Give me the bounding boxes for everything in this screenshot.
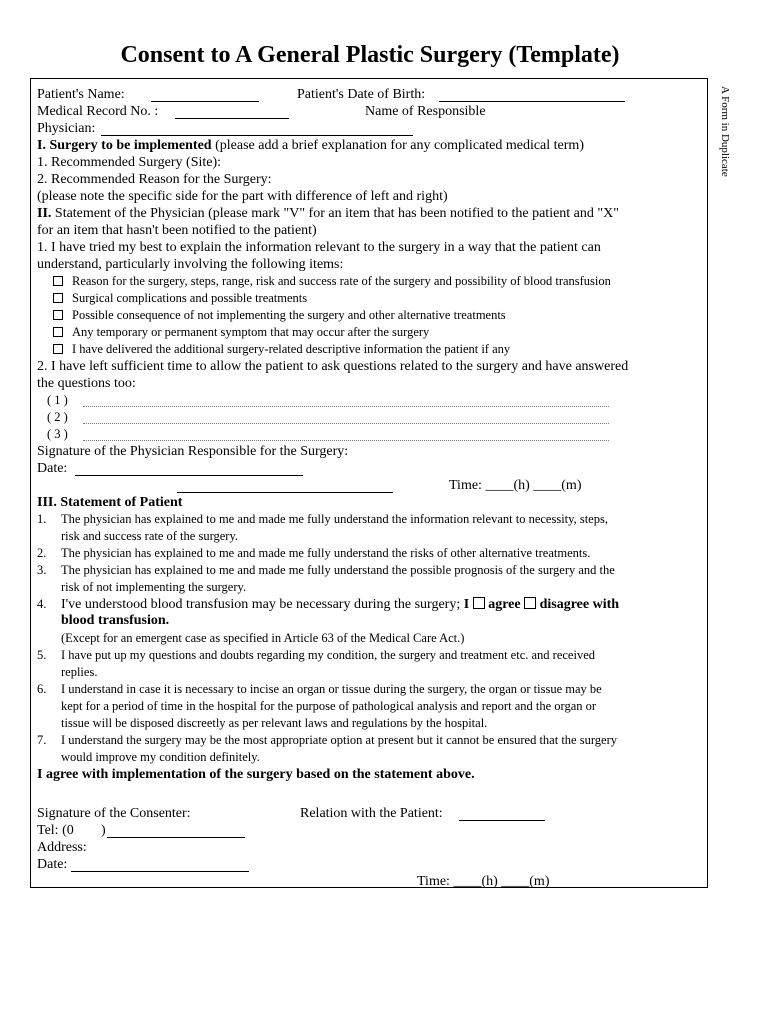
physician-field[interactable] [101,134,413,136]
address-label: Address: [37,840,87,855]
checkbox[interactable] [53,293,63,303]
statement-4-cont: blood transfusion. [61,613,170,628]
disagree-label: disagree with [539,597,620,612]
medical-record-field[interactable] [175,117,289,119]
section3-heading: III. Statement of Patient [37,495,183,510]
statement-2-number: 2. [37,546,47,560]
statement-3: The physician has explained to me and made me fully understand the possible prognosis of the surgery and the [61,563,615,577]
statement-5: I have put up my questions and doubts regarding my condition, the surgery and treatment etc. and received [61,648,595,662]
statement-6: I understand in case it is necessary to incise an organ or tissue during the surgery, the organ or tissue may be [61,682,602,696]
checkbox[interactable] [53,344,63,354]
question-3-label: ( 3 ) [47,427,68,441]
statement-7-cont: would improve my condition definitely. [61,750,260,764]
checklist-item[interactable]: Any temporary or permanent symptom that may occur after the surgery [53,324,429,341]
patient-name-label: Patient's Name: [37,87,125,102]
physician-date-field[interactable] [75,474,303,476]
checkbox[interactable] [53,310,63,320]
relation-label: Relation with the Patient: [300,806,443,821]
question-1-field[interactable] [83,405,609,407]
agreement-statement: I agree with implementation of the surgery based on the statement above. [37,767,475,782]
statement-1: The physician has explained to me and made me fully understand the information relevant to necessity, steps, [61,512,608,526]
question-2-label: ( 2 ) [47,410,68,424]
relation-field[interactable] [459,819,545,821]
section2-heading-cont: for an item that hasn't been notified to the patient) [37,223,317,238]
statement-3-cont: risk of not implementing the surgery. [61,580,247,594]
consenter-date-field[interactable] [71,870,249,872]
tel-label: Tel: (0 [37,823,74,838]
question-2-field[interactable] [83,422,609,424]
statement-6-number: 6. [37,682,47,696]
checkbox[interactable] [53,276,63,286]
agree-checkbox[interactable] [473,597,485,609]
medical-record-label: Medical Record No. : [37,104,159,119]
section2-heading: II. Statement of the Physician (please mark "V" for an item that has been notified to the patient and "X" [37,206,619,221]
disagree-checkbox[interactable] [524,597,536,609]
recommended-surgery: 1. Recommended Surgery (Site): [37,155,222,170]
checklist-item[interactable]: I have delivered the additional surgery-related descriptive information the patient if any [53,341,510,358]
statement-1-cont: risk and success rate of the surgery. [61,529,239,543]
physician-signature-label: Signature of the Physician Responsible for the Surgery: [37,444,349,459]
statement-4-note: (Except for an emergent case as specified in Article 63 of the Medical Care Act.) [61,631,465,645]
page-title: Consent to A General Plastic Surgery (Template) [120,42,620,68]
physician-label: Physician: [37,121,96,136]
responsible-label: Name of Responsible [365,104,486,119]
checkbox[interactable] [53,327,63,337]
physician-statement-1b: understand, particularly involving the following items: [37,257,344,272]
physician-statement-2a: 2. I have left sufficient time to allow the patient to ask questions related to the surgery and have answered [37,359,629,374]
section1-heading: I. Surgery to be implemented (please add a brief explanation for any complicated medical term) [37,138,584,153]
checklist-item[interactable]: Possible consequence of not implementing the surgery and other alternative treatments [53,307,506,324]
question-1-label: ( 1 ) [47,393,68,407]
question-3-field[interactable] [83,439,609,441]
statement-1-number: 1. [37,512,47,526]
tel-close: ) [101,823,106,838]
physician-date-label: Date: [37,461,68,476]
statement-7: I understand the surgery may be the most appropriate option at present but it cannot be ensured that the surgery [61,733,617,747]
patient-dob-field[interactable] [439,100,625,102]
side-note: A Form in Duplicate [719,86,731,177]
side-note-text: (please note the specific side for the part with difference of left and right) [37,189,448,204]
statement-5-number: 5. [37,648,47,662]
statement-3-number: 3. [37,563,47,577]
patient-name-field[interactable] [151,100,259,102]
statement-2: The physician has explained to me and made me fully understand the risks of other alternative treatments. [61,546,591,560]
statement-4-number: 4. [37,597,47,611]
consent-form [30,78,708,888]
consenter-time: Time: ____(h) ____(m) [417,874,550,889]
physician-statement-2b: the questions too: [37,376,136,391]
statement-5-cont: replies. [61,665,98,679]
recommended-reason: 2. Recommended Reason for the Surgery: [37,172,272,187]
statement-7-number: 7. [37,733,47,747]
checklist-item[interactable]: Surgical complications and possible treatments [53,290,307,307]
statement-4: I've understood blood transfusion may be necessary during the surgery; I agree disagree with [61,597,620,612]
tel-field[interactable] [107,836,245,838]
patient-dob-label: Patient's Date of Birth: [297,87,426,102]
consenter-signature-label: Signature of the Consenter: [37,806,191,821]
physician-statement-1a: 1. I have tried my best to explain the information relevant to the surgery in a way that the patient can [37,240,601,255]
statement-6-cont: kept for a period of time in the hospital for the purpose of pathological analysis and report and the organ or [61,699,597,713]
statement-6-cont2: tissue will be disposed discreetly as per relevant laws and regulations by the hospital. [61,716,488,730]
physician-signature-field[interactable] [177,491,393,493]
physician-time: Time: ____(h) ____(m) [449,478,582,493]
consenter-date-label: Date: [37,857,68,872]
checklist-item[interactable]: Reason for the surgery, steps, range, risk and success rate of the surgery and possibility of blood transfusion [53,273,611,290]
agree-label: agree [488,597,521,612]
